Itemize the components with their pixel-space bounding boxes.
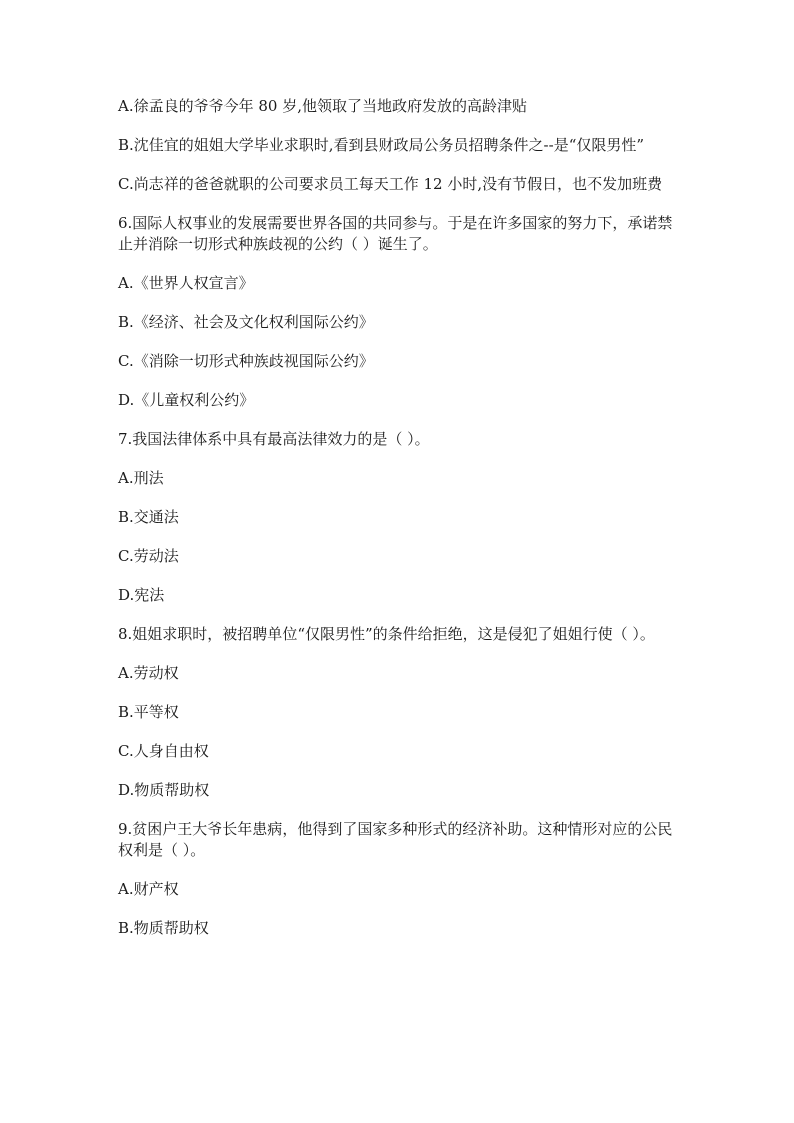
option-text: A.财产权 bbox=[118, 880, 179, 898]
option-text: D.物质帮助权 bbox=[118, 781, 210, 799]
option-text: B.平等权 bbox=[118, 703, 179, 721]
document-content bbox=[118, 96, 678, 957]
option-text: A.劳动权 bbox=[118, 664, 179, 682]
question-text: 9.贫困户王大爷长年患病，他得到了国家多种形式的经济补助。这种情形对应的公民权利是（ ）。 bbox=[118, 820, 673, 859]
question-text: 8.姐姐求职时，被招聘单位“仅限男性”的条件给拒绝，这是侵犯了姐姐行使（ ）。 bbox=[118, 625, 655, 643]
option-text: A.《世界人权宣言》 bbox=[118, 274, 254, 292]
option-text: A.徐孟良的爷爷今年 80 岁,他领取了当地政府发放的高龄津贴 bbox=[118, 97, 527, 115]
option-text: D.宪法 bbox=[118, 586, 165, 604]
option-text: C.劳动法 bbox=[118, 547, 179, 565]
option-text: C.《消除一切形式种族歧视国际公约》 bbox=[118, 352, 374, 370]
option-text: B.沈佳宜的姐姐大学毕业求职时,看到县财政局公务员招聘条件之--是“仅限男性” bbox=[118, 136, 645, 154]
question-text: 6.国际人权事业的发展需要世界各国的共同参与。于是在许多国家的努力下，承诺禁止并消除一切形式种族歧视的公约（ ）诞生了。 bbox=[118, 214, 673, 253]
option-text: D.《儿童权利公约》 bbox=[118, 391, 255, 409]
option-text: C.人身自由权 bbox=[118, 742, 209, 760]
option-text: B.《经济、社会及文化权利国际公约》 bbox=[118, 313, 374, 331]
option-text: B.交通法 bbox=[118, 508, 179, 526]
option-text: B.物质帮助权 bbox=[118, 919, 209, 937]
question-text: 7.我国法律体系中具有最高法律效力的是（ ）。 bbox=[118, 430, 430, 448]
option-text: A.刑法 bbox=[118, 469, 164, 487]
option-text: C.尚志祥的爸爸就职的公司要求员工每天工作 12 小时,没有节假日，也不发加班费 bbox=[118, 175, 663, 193]
